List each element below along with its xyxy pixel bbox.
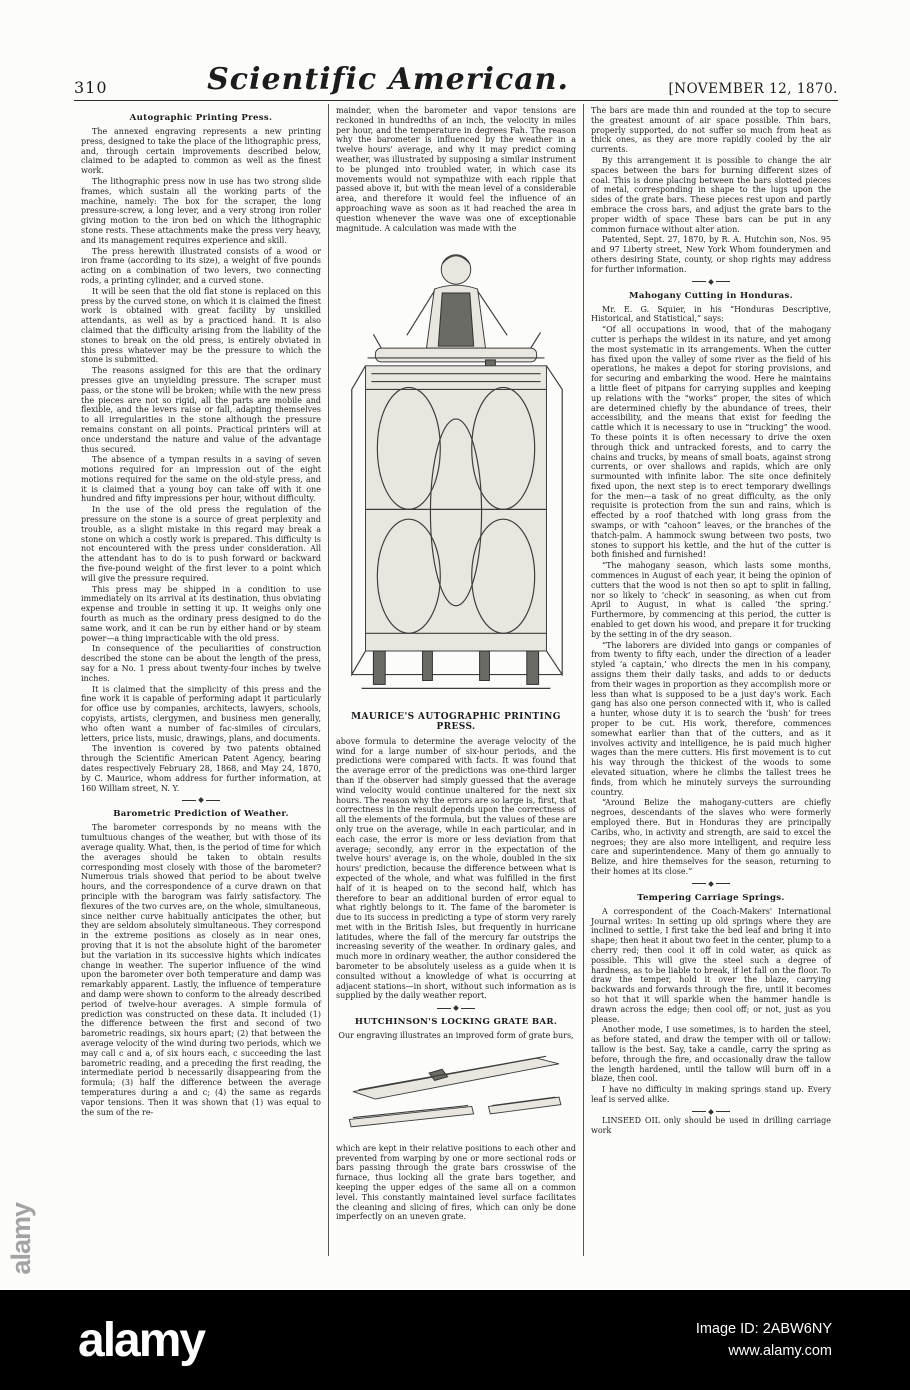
paragraph: In the use of the old press the regulation of the pressure on the stone is a source of great perplexity and trouble, as a slight mistake in this regard may break a stone on which a costly work is prepared. This difficulty is not encountered with the press under consideration. All the attendant has to do is to push forward or backward the five-pound weight of the first lever to a point which will give the pressure required. (81, 505, 321, 583)
press-caption: MAURICE'S AUTOGRAPHIC PRINTING PRESS. (351, 712, 561, 732)
grate-intro-line: Our engraving illustrates an improved form of grate burs, (338, 1031, 574, 1041)
paragraph: above formula to determine the average velocity of the wind for a large number of six-hour periods, and the predictions were compared with facts. It was found that the average error of the predictions was one-third larger than if the observer had simply guessed that the average wind velocity would continue unaltered for the next six hours. The reason why the errors are so large is, first, that correctness in the result depends upon the correctness of all the elements of the formula, but the values of these are only true on the average, while in each particular, and in each case, the error is more or less deviation from that average; secondly, any error in the expectation of the twelve hours' average is, on the whole, doubled in the six hours' prediction, because the difference between what is expected of the whole, and what was fulfilled in the first half of it is heaped on to the second half, which has therefore to bear an additional burden of error equal to what rightly belongs to it. The fame of the barometer is due to its success in predicting a type of storm very rarely met with in the British Isles, but frequently in hurricane latitudes, where the fall of the mercury far outstrips the increasing severity of the weather. In ordinary gales, and much more in ordinary weather, the author considered the barometer to be absolutely useless as a guide when it is consulted without a knowledge of what is occurring at adjacent stations—in short, without such information as is supplied by the daily weather report. (336, 736, 576, 1001)
article-title-barometric-prediction: Barometric Prediction of Weather. (113, 809, 289, 820)
grate-bar-illustration (340, 1047, 572, 1139)
article-title-springs: Tempering Carriage Springs. (637, 892, 785, 903)
paragraph: Patented, Sept. 27, 1870, by R. A. Hutchin son, Nos. 95 and 97 Liberty street, New York Whom founderymen and others desiring State, county, or shop rights may address for further information. (591, 235, 831, 274)
paragraph: The press herewith illustrated consists of a wood or iron frame (according to its size), a weight of five pounds acting on a combination of two levers, two connecting rods, a printing cylinder, and a curved stone. (81, 246, 321, 285)
printing-press-illustration (338, 239, 574, 707)
section-ornament (81, 798, 321, 802)
paragraph: By this arrangement it is possible to change the air spaces between the bars for burning different sizes of coal. This is done placing between the bars slotted pieces of metal, corresponding in shape to the lugs upon the sides of the grate bars. These pieces rest upon and partly embrace the cross bars, and adjust the grate bars to the proper width of space These bars can be put in any common furnace without alter ation. (591, 155, 831, 234)
alamy-footer-info (696, 1318, 832, 1362)
column-2 (328, 104, 583, 1256)
section-ornament (591, 882, 831, 886)
paragraph: In consequence of the peculiarities of construction described the stone can be about the length of the press, say for a No. 1 press about twenty-four inches by twelve inches. (81, 644, 321, 683)
barometric-continuation (336, 106, 576, 233)
article-columns (74, 104, 838, 1256)
paragraph: I have no difficulty in making springs stand up. Every leaf is served alike. (591, 1085, 831, 1104)
paragraph: The absence of a tympan results in a saving of seven motions required for an impression out of the eight motions required for the same on the old-style press, and it is claimed that a young boy can take off with it one hundred and fifty impressions per hour, without difficulty. (81, 455, 321, 504)
article-body-autographic-press (81, 127, 321, 793)
paragraph: Mr. E. G. Squier, in his “Honduras Descriptive, Historical, and Statistical,” says: (591, 304, 831, 324)
paragraph: The bars are made thin and rounded at the top to secure the greatest amount of air space possible. Thin bars, properly supported, do not suffer so much from heat as thick ones, as they are more rapidly cooled by the air currents. (591, 106, 831, 155)
page-header (74, 62, 838, 97)
paragraph: The lithographic press now in use has two strong slide frames, which sustain all the working parts of the machine, namely: The box for the scraper, the long pressure-screw, a long lever, and a very strong iron roller giving motion to the iron bed on which the lithographic stone rests. These attachments make the press very heavy, and its management requires experience and skill. (81, 176, 321, 245)
section-ornament (336, 1006, 576, 1010)
paragraph: This press may be shipped in a condition to use immediately on its arrival at its destination, thus obviating expense and trouble in setting it up. It weighs only one fourth as much as the ordinary press designed to do the same work, and it can be run by either hand or by steam power—a thing impracticable with the old press. (81, 584, 321, 643)
alamy-logo: alamy (78, 1313, 205, 1367)
barometric-conclusion (336, 737, 576, 1002)
paragraph: Another mode, I use sometimes, is to harden the steel, as before stated, and draw the temper with oil or tallow: tallow is the best. Say, take a candle, carry the spring as before, through the fire, and occasionally draw the tallow the length hardened, until the tallow will burn off in a blaze, then cool. (591, 1025, 831, 1084)
paragraph: A correspondent of the Coach-Makers' International Journal writes: In setting up old springs where they are inclined to settle, I first take the bed leaf and bring it into shape; then heat it about two feet in the center, plump to a cherry red; then cool it off in cold water, as quick as possible. This will give the steel such a degree of hardness, as to be liable to break, if let fall on the floor. To draw the temper, hold it over the blaze, carrying backwards and forwards through the fire, until it becomes so hot that it will sparkle when the hammer handle is drawn across the edge; then cool off; or not, just as you please. (591, 906, 831, 1024)
paragraph: It is claimed that the simplicity of this press and the fine work it is capable of performing adapt it particularly for office use by companies, architects, lawyers, schools, copyists, artists, clergymen, and business men generally, who often want a number of fac-similes of circulars, letters, price lists, music, drawings, plans, and documents. (81, 684, 321, 743)
paragraph: “The mahogany season, which lasts some months, commences in August of each year, it being the opinion of cutters that the wood is not then so apt to split in falling, nor so likely to ‘check’ in seasoning, as when cut from April to August, in what is called ‘the spring.’ Furthermore, by commencing at this period, the cutter is enabled to get down his wood, and prepare it for trucking by the setting in of the dry season. (591, 561, 831, 639)
alamy-side-watermark: alamy (6, 1203, 36, 1275)
issue-date: [NOVEMBER 12, 1870. (668, 81, 838, 97)
paragraph: It will be seen that the old flat stone is replaced on this press by the curved stone, on which it is claimed the finest work is obtained with great facility by unskilled attendants, as well as by a practiced hand. It is also claimed that the difficulty arising from the liability of the stones to break on the old press, is entirely obviated in this press whatever may be the pressure to which the stone is submitted. (81, 286, 321, 365)
article-title-autographic-press: Autographic Printing Press. (129, 113, 273, 123)
column-3 (583, 104, 838, 1256)
article-body-springs (591, 907, 831, 1105)
article-body-barometric-prediction (81, 823, 321, 1117)
paragraph: The annexed engraving represents a new printing press, designed to take the place of the lithographic press, and, through certain improvements described below, claimed to be adapted to common as well as the finest work. (81, 127, 321, 176)
printing-press-engraving (336, 239, 576, 710)
page-number: 310 (74, 78, 108, 97)
column-1 (74, 104, 328, 1256)
section-ornament (591, 280, 831, 284)
paragraph: which are kept in their relative positions to each other and prevented from warping by one or more sectional rods or bars passing through the grate bars crosswise of the furnace, thus locking all the grate bars together, and keeping the upper edges of the same all on a common level. This constantly maintained level surface facilitates the cleaning and slicing of fires, which can only be done imperfectly on an uneven grate. (336, 1143, 576, 1222)
image-id-label: Image ID: 2ABW6NY (695, 1321, 832, 1337)
paragraph: The invention is covered by two patents obtained through the Scientific American Patent Agency, bearing dates respectively February 28, 1868, and May 24, 1870, by C. Maurice, whom address for further information, at 160 William street, N. Y. (81, 744, 321, 793)
header-rule (74, 100, 838, 101)
grate-continuation (591, 106, 831, 275)
grate-bar-engraving (336, 1047, 576, 1142)
article-body-mahogany (591, 305, 831, 877)
grate-description (336, 1144, 576, 1222)
section-ornament (591, 1110, 831, 1114)
article-title-grate-bar: HUTCHINSON'S LOCKING GRATE BAR. (354, 1017, 558, 1028)
paragraph: “The laborers are divided into gangs or companies of from twenty to fifty each, under the direction of a leader styled ‘a captain,’ who directs the men in his company, assigns them their daily tasks, and adds to or deducts from their wages in proportion as they accomplish more or less than what is supposed to be a just day's work. Each gang has also one person connected with it, who is called a hunter, whose duty it is to search the ‘bush’ for trees proper to be cut. His work, therefore, commences somewhat earlier than that of the cutters, and as it involves activity and intelligence, he is paid much higher wages than the mere cutters. His first movement is to cut his way through the thickest of the woods to some elevated situation, where he climbs the tallest trees he finds, from which he minutely surveys the surrounding country. (591, 640, 831, 797)
masthead-title: Scientific American. (207, 62, 569, 97)
paragraph: The reasons assigned for this are that the ordinary presses give an unyielding pressure. The scraper must pass, or the stone will be broken; while with the new press the pieces are not so rigid, all the parts are mobile and flexible, and the levers raise or fall, adapting themselves to all irregularities in the stone although the pressure remains constant on all points. Practical printers will at once understand the nature and value of the advantage thus secured. (81, 366, 321, 454)
alamy-url: www.alamy.com (728, 1343, 832, 1359)
article-title-mahogany: Mahogany Cutting in Honduras. (629, 290, 793, 301)
paragraph: “Of all occupations in wood, that of the mahogany cutter is perhaps the wildest in its nature, and yet among the most systematic in its arrangements. When the cutter has fixed upon the valley of some river as the field of his operations, he makes a depot for storing provisions, and for securing and embarking the wood. Here he maintains a little fleet of pitpans for carrying supplies and keeping up relations with the “works” proper, the sites of which are determined chiefly by the abundance of trees, their accessibility, and the means that exist for feeding the cattle which it is necessary to use in “trucking” the wood. To these points it is often necessary to drive the oxen through thick and untracked forests, and to carry the chains and trucks, by means of small boats, against strong currents, or over shallows and rapids, which are only surmounted with infinite labor. The site once definitely fixed upon, the next step is to erect temporary dwellings for the men—a task of no great difficulty, as the only requisite is protection from the sun and rains, which is effected by a roof thatched with long grass from the swamps, or with “cahoon” leaves, or the branches of the thatch-palm. A hammock swung between two posts, two stones to support his kettle, and the hut of the cutter is both finished and furnished! (591, 325, 831, 560)
alamy-footer-bar (0, 1290, 910, 1390)
paragraph: “Around Belize the mahogany-cutters are chiefly negroes, descendants of the slaves who were formerly employed there. But in Honduras they are principally Caribs, who, in activity and strength, are said to excel the negroes; they are also more intelligent, and require less care and superintendence. Many of them go annually to Belize, and hire themselves for the season, returning to their homes at its close.” (591, 798, 831, 876)
paragraph: The barometer corresponds by no means with the tumultuous changes of the weather, but with those of its average quality. What, then, is the period of time for which the averages should be taken to obtain results corresponding most closely with those of the barometer? Numerous trials showed that period to be about twelve hours, and the correspondence of a curve drawn on that principle with the barogram was fairly satisfactory. The flexures of the two curves are, on the whole, simultaneous, since neither curve habitually anticipates the other, but they are seldom absolutely simultaneous. They correspond in the extreme positions as closely as in near ones, proving that it is not the absolute hight of the barometer but the variation in its successive hights which indicates change in weather. The superior influence of the wind upon the barometer over both temperature and damp was remarkably apparent. Lastly, the influence of temperature and damp were shown to conform to the already described period of twelve-hour averages. A simple formula of prediction was constructed on these data. It included (1) the difference between the first and second of two barometric readings, six hours apart; (2) that between the average velocity of the wind during two periods, which we may call c and a, of six hours each, c succeeding the last barometric reading, and a preceding the first reading, the intermediate period b necessarily disappearing from the formula; (3) half the difference between the average temperatures during a and c; (4) the same as regards vapor tensions. Then it was shown that (1) was equal to the sum of the re- (81, 823, 321, 1117)
linseed-oil-note: LINSEED OIL only should be used in drilling carriage work (591, 1115, 831, 1135)
paragraph: mainder, when the barometer and vapor tensions are reckoned in hundredths of an inch, the velocity in miles per hour, and the temperature in degrees Fah. The reason why the barometer is influenced by the weather in a twelve hours' average, and why it may predict coming weather, was illustrated by supposing a similar instrument to be plunged into troubled water, in which case its movements would not sympathize with each ripple that passed above it, but with the mean level of a considerable area, and therefore it would feel the influence of an approaching wave as soon as it had reached the area in question whenever the wave was one of exceptionable magnitude. A calculation was made with the (336, 106, 576, 233)
